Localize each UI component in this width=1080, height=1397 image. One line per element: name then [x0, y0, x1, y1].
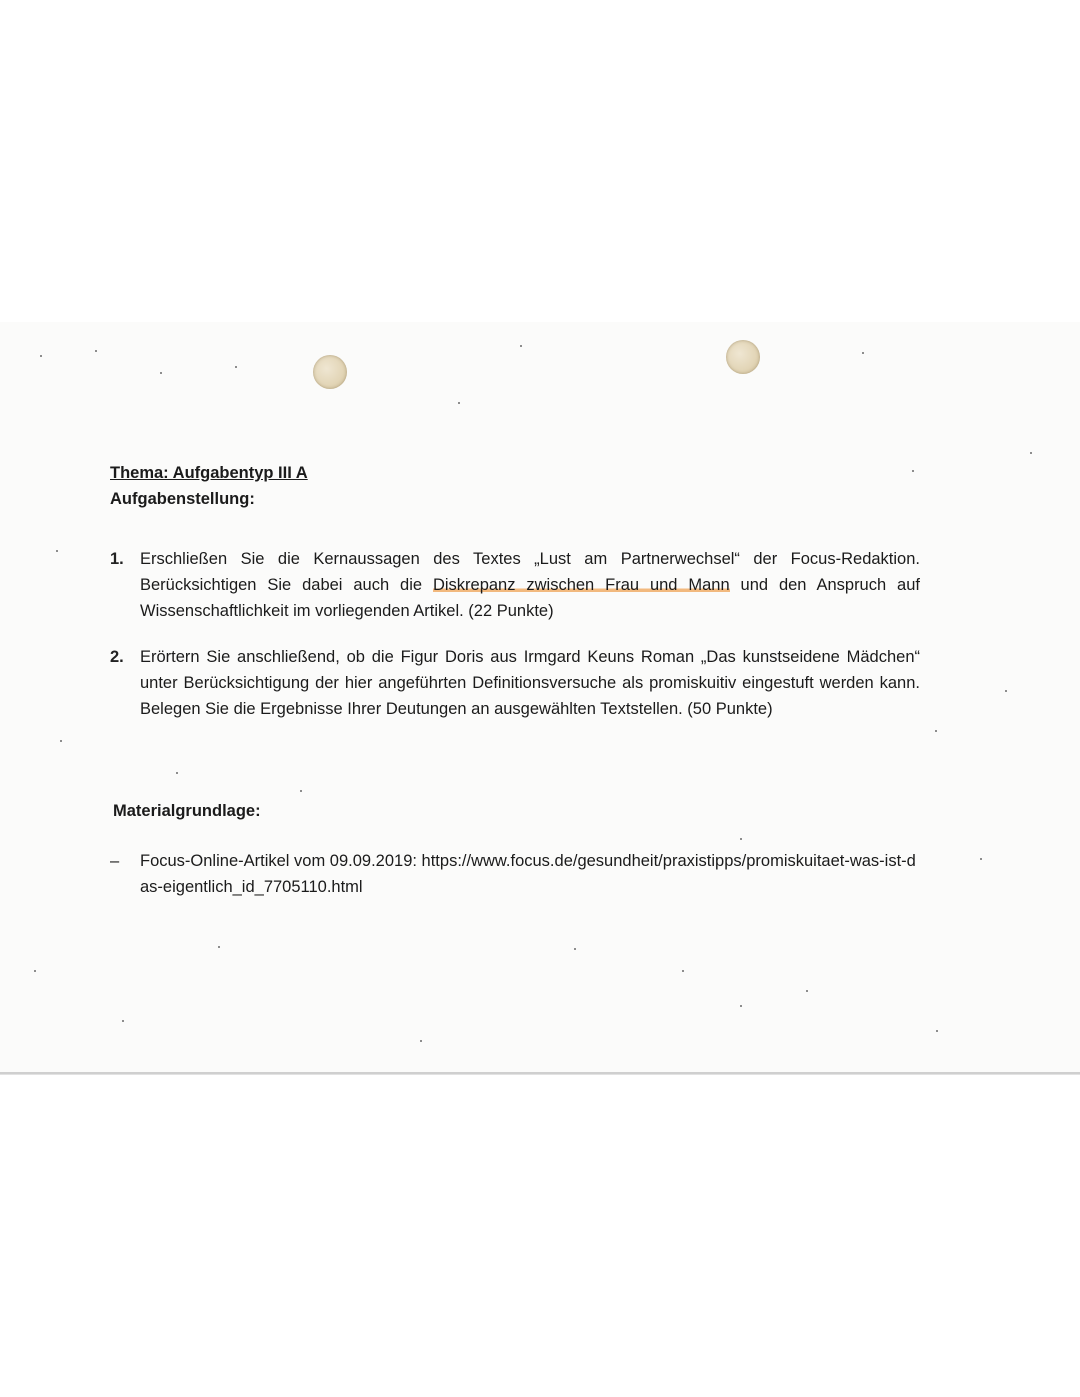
material-source: Focus-Online-Artikel vom 09.09.2019: https://www.focus.de/gesundheit/praxistipps/promiskuitaet-was-ist-das-eigentlich_id_7705110.html — [140, 852, 916, 896]
task-number: 1. — [110, 550, 124, 568]
task-text: Erörtern Sie anschließend, ob die Figur Doris aus Irmgard Keuns Roman „Das kunstseidene Mädchen“ unter Berücksichtigung der hier angeführten Definitionsversuche als promiskuitiv eingestuft werden kann. Belegen Sie die Ergebnisse Ihrer Deutungen an ausgewählten Textstellen. (50 Punkte) — [140, 648, 920, 718]
task-text-part: Erschließen Sie die Kernaussagen des Textes „Lust am Partnerwechsel“ der Focus-Redaktion. Berücksichtigen Sie dabei auch die — [140, 550, 920, 594]
task-text-part: und den Anspruch auf Wissenschaftlichkeit im vorliegenden Artikel. (22 Punkte) — [140, 576, 920, 620]
highlighted-phrase: Diskrepanz zwischen Frau und Mann — [432, 576, 730, 594]
punch-hole-left — [313, 355, 347, 389]
task-number: 2. — [110, 648, 124, 666]
task-item-1 — [110, 546, 920, 624]
task-text — [140, 546, 920, 624]
dash-bullet: – — [110, 852, 120, 870]
assignment-heading: Aufgabenstellung: — [110, 490, 255, 508]
punch-hole-right — [726, 340, 760, 374]
material-item — [110, 848, 920, 900]
material-heading: Materialgrundlage: — [113, 802, 261, 820]
task-item-2 — [110, 644, 920, 722]
topic-title: Thema: Aufgabentyp III A — [110, 464, 308, 482]
document-content — [110, 460, 920, 900]
task-list — [110, 546, 920, 722]
